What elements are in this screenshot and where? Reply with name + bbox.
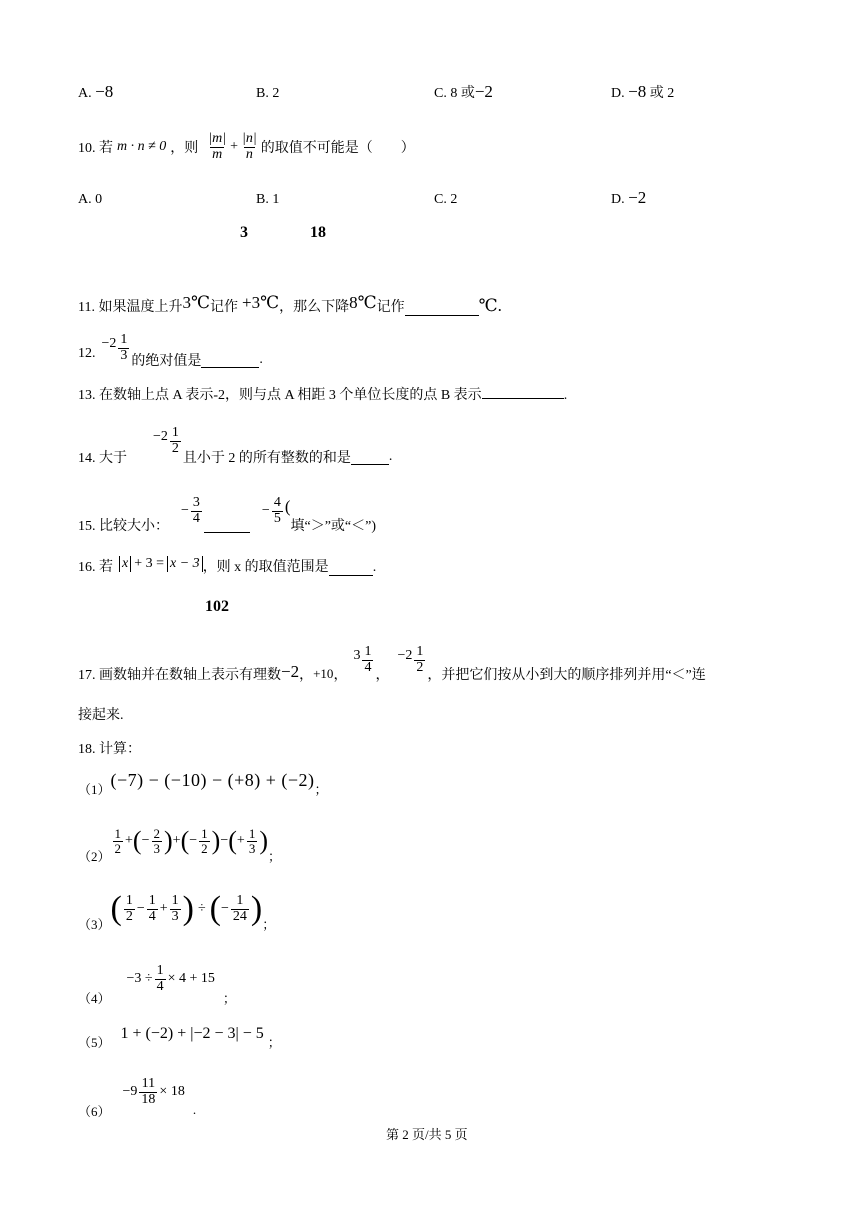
paren: ( <box>284 497 291 516</box>
separator: ， <box>375 668 390 683</box>
mixed-fraction <box>170 426 181 456</box>
minus-sign: − <box>261 503 270 518</box>
q10-option-d <box>611 188 646 208</box>
denominator: 2 <box>171 440 179 456</box>
denominator: 4 <box>364 659 372 675</box>
page-footer: 第 2 页/共 5 页 <box>386 1127 468 1142</box>
text: 的取值不可能是（ ） <box>260 141 415 156</box>
option-label: A. <box>78 86 92 101</box>
numerator: 1 <box>364 643 372 659</box>
end-mark: ； <box>314 782 328 797</box>
end-mark: . <box>192 1102 197 1117</box>
numerator: 1 <box>120 331 128 347</box>
part-label: （5） <box>78 1035 111 1050</box>
value: −2 <box>281 662 300 681</box>
question-17-cont: 接起来. <box>78 708 124 723</box>
option-label: D. <box>611 86 625 101</box>
hint: 填“＞”或“＜”) <box>290 519 377 534</box>
q9-option-b: B. 2 <box>256 86 280 101</box>
question-16 <box>78 556 376 576</box>
q18-part-1 <box>78 770 328 797</box>
text: 且小于 2 的所有整数的和是 <box>182 451 351 466</box>
text: 13. 在数轴上点 A 表示-2，则与点 A 相距 3 个单位长度的点 B 表示 <box>78 388 482 403</box>
denominator: 2 <box>416 659 424 675</box>
question-number: 15. 比较大小： <box>78 519 169 534</box>
separator: ， <box>299 668 314 683</box>
mixed-whole: 3 <box>353 648 361 663</box>
mixed-whole: −9 <box>122 1084 138 1099</box>
numerator: 3 <box>192 494 200 510</box>
section-header-3: 102 <box>205 598 229 615</box>
denominator: 4 <box>192 510 200 526</box>
plus-sign: + <box>230 139 239 154</box>
period: . <box>372 560 377 575</box>
question-18-title: 18. 计算： <box>78 742 141 757</box>
answer-blank[interactable] <box>482 384 564 399</box>
text: ，那么下降 <box>279 300 350 315</box>
q10-option-a: A. 0 <box>78 192 103 207</box>
period: . <box>388 449 393 464</box>
text: 记作 <box>210 300 239 315</box>
numerator: 1 <box>416 643 424 659</box>
q18-part-2: （2） $\frac{1}{2}$ + ( − $\frac{2}{3}$ ) + ( − $\frac{1}{2}$ ) − ( + $\frac{1}{3}$ ) ； <box>78 825 281 864</box>
fraction: $\frac{2}{3}$ <box>153 825 160 856</box>
fraction: $\frac{1}{2}$ <box>114 825 122 856</box>
q18-part-4 <box>78 956 236 1006</box>
separator: ， <box>333 668 348 683</box>
numerator: 1 <box>156 962 164 978</box>
fraction <box>155 964 166 994</box>
mixed-fraction <box>362 645 373 675</box>
question-13 <box>78 384 567 404</box>
numerator: 1 <box>171 424 179 440</box>
question-11 <box>78 293 502 316</box>
option-value: −2 <box>474 82 493 101</box>
minus-sign: − <box>181 503 189 518</box>
text: ，并把它们按从小到大的顺序排列并用“＜”连 <box>427 668 706 683</box>
denominator: 18 <box>141 1091 156 1107</box>
denominator: 3 <box>120 347 128 363</box>
mixed-fraction <box>414 645 425 675</box>
period: . <box>563 388 568 403</box>
end-mark: ； <box>267 848 281 864</box>
text: ，则 x 的取值范围是 <box>202 560 329 575</box>
expression: −3 ÷ <box>126 971 153 986</box>
end-mark: ； <box>267 1035 281 1050</box>
question-15 <box>78 486 376 536</box>
fraction: $\frac{1}{3}$ <box>171 892 179 924</box>
question-17 <box>78 636 706 684</box>
q9-option-c <box>434 82 493 102</box>
numerator: |m| <box>208 130 227 146</box>
abs-x-minus-3: x − 3 <box>167 556 203 572</box>
numerator: |n| <box>242 130 257 146</box>
expression: × 18 <box>159 1084 185 1099</box>
question-number: 10. 若 <box>78 141 113 156</box>
mixed-whole: −2 <box>397 648 413 663</box>
expression: × 4 + 15 <box>167 971 215 986</box>
equation-mid: + 3 = <box>134 556 165 571</box>
expression: 1 + (−2) + |−2 − 3| − 5 <box>120 1024 264 1042</box>
q18-part-5 <box>78 1024 281 1050</box>
part-label: （6） <box>78 1103 111 1119</box>
q10-option-b: B. 1 <box>256 192 280 207</box>
fraction <box>139 1077 157 1107</box>
fraction-4-5 <box>272 496 283 526</box>
answer-blank[interactable] <box>329 561 373 576</box>
q9-option-a <box>78 82 113 102</box>
answer-blank[interactable] <box>201 353 259 368</box>
mixed-whole: −2 <box>101 336 117 351</box>
period: . <box>259 352 263 367</box>
condition-expr: m · n ≠ 0 <box>117 139 167 154</box>
fraction: $\frac{1}{24}$ <box>232 892 247 924</box>
option-label: D. <box>611 192 625 207</box>
fraction-3-4 <box>191 496 202 526</box>
denominator: m <box>212 146 223 162</box>
fraction: $\frac{1}{2}$ <box>201 825 208 856</box>
option-value: −8 <box>628 82 647 101</box>
question-10 <box>78 122 415 172</box>
question-number: 14. 大于 <box>78 451 127 466</box>
option-value: −2 <box>628 188 647 207</box>
fraction: $\frac{1}{4}$ <box>148 892 156 924</box>
numerator: 4 <box>273 494 281 510</box>
answer-blank[interactable] <box>351 450 389 465</box>
text: ，则 <box>170 141 199 156</box>
section-header-points: 18 <box>310 224 326 241</box>
section-header-number: 3 <box>240 224 248 241</box>
text: 记作 <box>376 300 405 315</box>
unit: ℃. <box>478 296 502 315</box>
text: 的绝对值是 <box>131 354 202 369</box>
denominator: n <box>245 146 253 162</box>
part-label: （1） <box>78 782 111 797</box>
part-label: （2） <box>78 848 111 864</box>
q18-part-3: （3） ( $\frac{1}{2}$ − $\frac{1}{4}$ + $\frac{1}{3}$ ) ÷ ( − $\frac{1}{24}$ ) ； <box>78 890 276 932</box>
answer-blank[interactable] <box>204 518 250 533</box>
fraction: $\frac{1}{2}$ <box>125 892 133 924</box>
question-14 <box>78 420 392 470</box>
option-value: −8 <box>95 82 114 101</box>
end-mark: ； <box>222 990 236 1006</box>
answer-blank[interactable] <box>405 301 479 316</box>
value: 8℃ <box>349 293 377 312</box>
numerator: 11 <box>141 1075 156 1091</box>
option-suffix: 或 2 <box>649 86 675 101</box>
mixed-whole: −2 <box>153 429 168 444</box>
q18-part-6 <box>78 1068 197 1119</box>
denominator: 5 <box>273 510 281 526</box>
fraction-m <box>206 132 228 162</box>
value: +3℃ <box>242 293 280 312</box>
text: 11. 如果温度上升 <box>78 300 183 315</box>
part-label: （4） <box>78 990 111 1006</box>
q10-option-c: C. 2 <box>434 192 458 207</box>
part-label: （3） <box>78 916 111 932</box>
q9-option-d <box>611 82 674 102</box>
abs-x: x <box>119 556 131 572</box>
value: +10 <box>313 666 334 681</box>
expression: (−7) − (−10) − (+8) + (−2) <box>110 770 315 790</box>
end-mark: ； <box>262 916 276 932</box>
text: 17. 画数轴并在数轴上表示有理数 <box>78 668 281 683</box>
question-number: 16. 若 <box>78 560 113 575</box>
fraction: $\frac{1}{3}$ <box>248 825 256 856</box>
value: 3℃ <box>182 293 211 312</box>
option-label: C. 8 或 <box>434 86 475 101</box>
question-12: 12. −2 $\frac{1}{3}$ 的绝对值是 . <box>78 331 263 369</box>
denominator: 4 <box>156 978 164 994</box>
fraction-n <box>240 132 259 162</box>
mixed-fraction <box>118 333 129 363</box>
